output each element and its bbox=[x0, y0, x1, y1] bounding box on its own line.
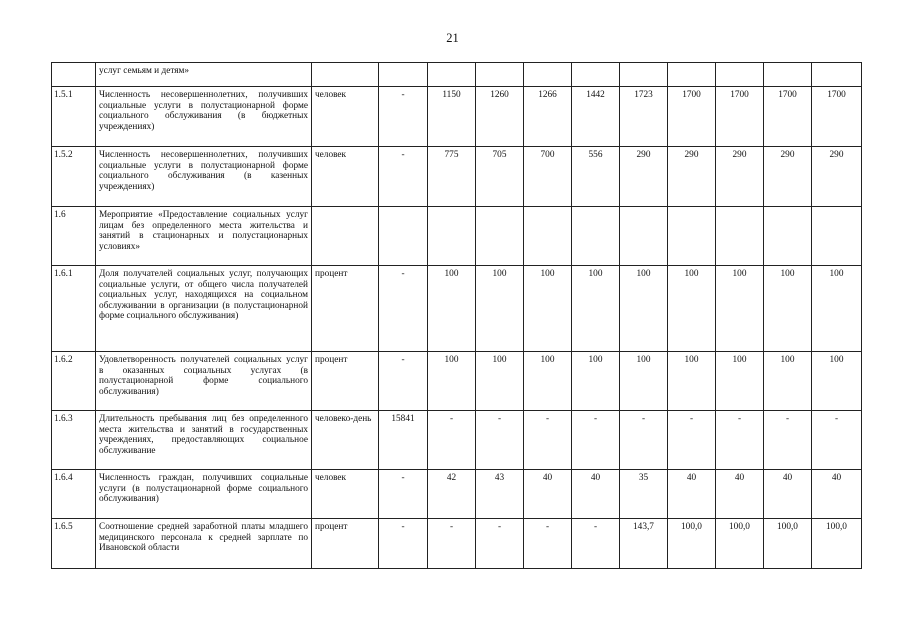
row-year-value: 100,0 bbox=[716, 519, 764, 569]
row-year-value: 43 bbox=[476, 470, 524, 519]
table-row bbox=[52, 411, 862, 470]
row-year-value: - bbox=[668, 411, 716, 470]
row-indicator-name: Длительность пребывания лиц без определенного места жительства и занятий в государственных учреждениях, предоставляющих социальное обслуживание bbox=[96, 411, 312, 470]
row-base-value: - bbox=[379, 519, 428, 569]
row-year-value: 100 bbox=[572, 266, 620, 352]
row-unit: процент bbox=[312, 266, 379, 352]
row-unit bbox=[312, 63, 379, 87]
row-year-value bbox=[764, 63, 812, 87]
row-year-value: 100 bbox=[716, 352, 764, 411]
row-year-value bbox=[764, 207, 812, 266]
row-year-value: 556 bbox=[572, 147, 620, 207]
row-year-value: 100 bbox=[524, 266, 572, 352]
row-year-value bbox=[572, 63, 620, 87]
row-year-value: 35 bbox=[620, 470, 668, 519]
row-indicator-name: Численность несовершеннолетних, получивших социальные услуги в полустационарной форме социального обслуживания (в казенных учреждениях) bbox=[96, 147, 312, 207]
row-year-value: 290 bbox=[620, 147, 668, 207]
table-row bbox=[52, 519, 862, 569]
row-year-value: 40 bbox=[524, 470, 572, 519]
row-year-value: 100 bbox=[812, 266, 862, 352]
row-base-value: - bbox=[379, 352, 428, 411]
row-base-value: 15841 bbox=[379, 411, 428, 470]
row-year-value: 100 bbox=[476, 352, 524, 411]
row-year-value: 1700 bbox=[716, 87, 764, 147]
row-indicator-name: услуг семьям и детям» bbox=[96, 63, 312, 87]
row-indicator-name: Мероприятие «Предоставление социальных услуг лицам без определенного места жительства и занятий в стационарных и полустационарных условиях» bbox=[96, 207, 312, 266]
row-year-value: 100 bbox=[668, 266, 716, 352]
row-year-value: 775 bbox=[428, 147, 476, 207]
row-year-value: 290 bbox=[812, 147, 862, 207]
row-year-value: 1700 bbox=[812, 87, 862, 147]
row-indicator-name: Численность граждан, получивших социальные услуги (в полустационарной форме социального обслуживания) bbox=[96, 470, 312, 519]
row-year-value: - bbox=[428, 519, 476, 569]
row-year-value bbox=[716, 207, 764, 266]
row-year-value: 1260 bbox=[476, 87, 524, 147]
row-unit: процент bbox=[312, 519, 379, 569]
row-year-value bbox=[668, 63, 716, 87]
row-year-value: - bbox=[812, 411, 862, 470]
row-year-value bbox=[716, 63, 764, 87]
row-year-value bbox=[524, 63, 572, 87]
row-year-value: 100 bbox=[428, 266, 476, 352]
row-unit: процент bbox=[312, 352, 379, 411]
row-year-value: 1700 bbox=[764, 87, 812, 147]
row-code: 1.6.3 bbox=[52, 411, 96, 470]
row-code: 1.5.2 bbox=[52, 147, 96, 207]
row-base-value bbox=[379, 63, 428, 87]
row-unit bbox=[312, 207, 379, 266]
row-year-value: - bbox=[716, 411, 764, 470]
indicators-table bbox=[51, 62, 862, 569]
table-row bbox=[52, 207, 862, 266]
table-row bbox=[52, 147, 862, 207]
row-base-value: - bbox=[379, 147, 428, 207]
row-year-value: - bbox=[476, 519, 524, 569]
row-year-value: 100 bbox=[668, 352, 716, 411]
row-year-value: 40 bbox=[764, 470, 812, 519]
row-year-value: - bbox=[764, 411, 812, 470]
row-code: 1.6.5 bbox=[52, 519, 96, 569]
row-year-value: 290 bbox=[764, 147, 812, 207]
row-base-value: - bbox=[379, 87, 428, 147]
row-year-value: - bbox=[572, 519, 620, 569]
row-indicator-name: Соотношение средней заработной платы младшего медицинского персонала к средней зарплате по Ивановской области bbox=[96, 519, 312, 569]
row-year-value: - bbox=[524, 411, 572, 470]
table-row bbox=[52, 266, 862, 352]
row-indicator-name: Доля получателей социальных услуг, получающих социальные услуги, от общего числа получателей социальных услуг, находящихся на социальном обслуживании в организации (в полустационарной форме социального обслуживания) bbox=[96, 266, 312, 352]
row-year-value bbox=[476, 63, 524, 87]
row-year-value: - bbox=[476, 411, 524, 470]
row-code: 1.6.4 bbox=[52, 470, 96, 519]
row-year-value: 100 bbox=[764, 266, 812, 352]
row-year-value: 100 bbox=[428, 352, 476, 411]
row-unit: человеко-день bbox=[312, 411, 379, 470]
row-year-value: - bbox=[620, 411, 668, 470]
row-year-value: 100 bbox=[572, 352, 620, 411]
row-year-value: 1442 bbox=[572, 87, 620, 147]
row-year-value: 1266 bbox=[524, 87, 572, 147]
row-code: 1.6.2 bbox=[52, 352, 96, 411]
row-year-value: 100 bbox=[764, 352, 812, 411]
row-year-value bbox=[620, 63, 668, 87]
row-year-value: 40 bbox=[716, 470, 764, 519]
row-indicator-name: Удовлетворенность получателей социальных услуг в оказанных социальных услугах (в полустационарной форме социального обслуживания) bbox=[96, 352, 312, 411]
row-year-value: 1700 bbox=[668, 87, 716, 147]
row-year-value bbox=[476, 207, 524, 266]
table-row bbox=[52, 352, 862, 411]
row-year-value: 100 bbox=[716, 266, 764, 352]
table-row bbox=[52, 63, 862, 87]
row-base-value: - bbox=[379, 470, 428, 519]
row-year-value: 705 bbox=[476, 147, 524, 207]
row-year-value: 100 bbox=[812, 352, 862, 411]
row-base-value: - bbox=[379, 266, 428, 352]
row-year-value bbox=[524, 207, 572, 266]
row-indicator-name: Численность несовершеннолетних, получивших социальные услуги в полустационарной форме социального обслуживания (в бюджетных учреждениях) bbox=[96, 87, 312, 147]
row-year-value: 100,0 bbox=[764, 519, 812, 569]
row-year-value: - bbox=[572, 411, 620, 470]
row-year-value: 700 bbox=[524, 147, 572, 207]
row-year-value: 290 bbox=[716, 147, 764, 207]
row-code bbox=[52, 63, 96, 87]
row-year-value: 40 bbox=[668, 470, 716, 519]
table-row bbox=[52, 470, 862, 519]
row-year-value: 100 bbox=[476, 266, 524, 352]
row-year-value bbox=[668, 207, 716, 266]
table-body bbox=[52, 63, 862, 569]
row-year-value: 100,0 bbox=[812, 519, 862, 569]
row-year-value: 40 bbox=[812, 470, 862, 519]
row-year-value: 100 bbox=[524, 352, 572, 411]
row-code: 1.6.1 bbox=[52, 266, 96, 352]
row-year-value: - bbox=[428, 411, 476, 470]
row-year-value bbox=[812, 207, 862, 266]
row-year-value: 100 bbox=[620, 352, 668, 411]
row-year-value: 42 bbox=[428, 470, 476, 519]
row-code: 1.6 bbox=[52, 207, 96, 266]
row-year-value: 100 bbox=[620, 266, 668, 352]
row-year-value: 40 bbox=[572, 470, 620, 519]
row-year-value bbox=[428, 207, 476, 266]
row-year-value: 1150 bbox=[428, 87, 476, 147]
row-base-value bbox=[379, 207, 428, 266]
row-code: 1.5.1 bbox=[52, 87, 96, 147]
row-year-value: 290 bbox=[668, 147, 716, 207]
row-year-value bbox=[812, 63, 862, 87]
row-year-value bbox=[620, 207, 668, 266]
row-year-value: - bbox=[524, 519, 572, 569]
table-row bbox=[52, 87, 862, 147]
row-year-value: 1723 bbox=[620, 87, 668, 147]
row-unit: человек bbox=[312, 470, 379, 519]
row-year-value bbox=[428, 63, 476, 87]
row-year-value: 143,7 bbox=[620, 519, 668, 569]
row-year-value bbox=[572, 207, 620, 266]
row-unit: человек bbox=[312, 87, 379, 147]
page-number: 21 bbox=[446, 31, 459, 45]
row-year-value: 100,0 bbox=[668, 519, 716, 569]
row-unit: человек bbox=[312, 147, 379, 207]
